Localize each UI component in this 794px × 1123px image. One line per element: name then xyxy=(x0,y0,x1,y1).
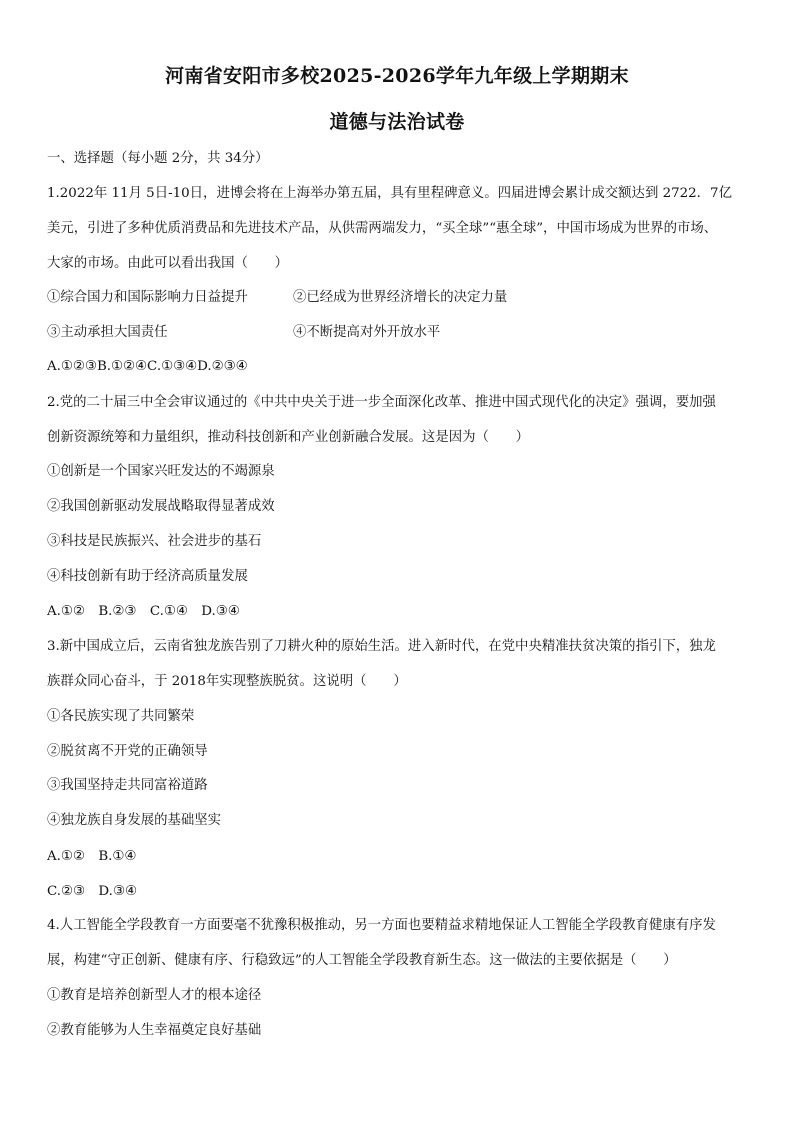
section-heading: 一、选择题（每小题 2分，共 34分） xyxy=(47,151,269,166)
q2-option-4: ④科技创新有助于经济高质量发展 xyxy=(47,569,248,584)
q3-option-3: ③我国坚持走共同富裕道路 xyxy=(47,778,208,793)
q3-stem-line1: 3.新中国成立后，云南省独龙族告别了刀耕火种的原始生活。进入新时代，在党中央精准扶贫决策的指引下，独龙 xyxy=(47,639,716,654)
q3-option-4: ④独龙族自身发展的基础坚实 xyxy=(47,813,222,828)
q1-stem-line3: 大家的市场。由此可以看出我国（ ） xyxy=(47,256,289,271)
q2-stem-line2: 创新资源统筹和力量组织，推动科技创新和产业创新融合发展。这是因为（ ） xyxy=(47,430,530,445)
q4-option-1: ①教育是培养创新型人才的根本途径 xyxy=(47,988,262,1003)
q4-stem-line2: 展，构建“守正创新、健康有序、行稳致远”的人工智能全学段教育新生态。这一做法的主要依据是（ ） xyxy=(47,953,677,968)
q1-options-row1 xyxy=(47,289,747,307)
q2-choices: A.①② B.②③ C.①④ D.③④ xyxy=(47,604,240,619)
q2-option-3: ③科技是民族振兴、社会进步的基石 xyxy=(47,534,262,549)
q4-option-2: ②教育能够为人生幸福奠定良好基础 xyxy=(47,1023,262,1038)
q2-option-1: ①创新是一个国家兴旺发达的不竭源泉 xyxy=(47,464,275,479)
q1-option-1: ①综合国力和国际影响力日益提升 xyxy=(47,290,248,305)
q3-choices-line2: C.②③ D.③④ xyxy=(47,884,137,899)
q2-stem-line1: 2.党的二十届三中全会审议通过的《中共中央关于进一步全面深化改革、推进中国式现代化的决定》强调，要加强 xyxy=(47,395,716,410)
q3-option-1: ①各民族实现了共同繁荣 xyxy=(47,709,195,724)
q1-option-4: ④不断提高对外开放水平 xyxy=(293,325,441,340)
exam-title-line2: 道德与法治试卷 xyxy=(329,111,465,133)
q1-options-row2 xyxy=(47,324,747,342)
q2-option-2: ②我国创新驱动发展战略取得显著成效 xyxy=(47,499,275,514)
q3-option-2: ②脱贫离不开党的正确领导 xyxy=(47,744,208,759)
q3-stem-line2: 族群众同心奋斗，于 2018年实现整族脱贫。这说明（ ） xyxy=(47,674,407,689)
q1-option-2: ②已经成为世界经济增长的决定力量 xyxy=(293,290,508,305)
q1-choices: A.①②③B.①②④C.①③④D.②③④ xyxy=(47,359,248,374)
q1-stem-line2: 美元，引进了多种优质消费品和先进技术产品，从供需两端发力，“买全球”“惠全球”，中国市场成为世界的市场、 xyxy=(47,221,718,236)
q1-stem-line1: 1.2022年 11月 5日-10日，进博会将在上海举办第五届，具有里程碑意义。四届进博会累计成交额达到 2722．7亿 xyxy=(47,186,732,201)
q1-option-3: ③主动承担大国责任 xyxy=(47,325,168,340)
exam-title-line1: 河南省安阳市多校2025-2026学年九年级上学期期末 xyxy=(165,65,629,87)
q3-choices-line1: A.①② B.①④ xyxy=(47,849,137,864)
q4-stem-line1: 4.人工智能全学段教育一方面要毫不犹豫积极推动，另一方面也要精益求精地保证人工智能全学段教育健康有序发 xyxy=(47,918,716,933)
